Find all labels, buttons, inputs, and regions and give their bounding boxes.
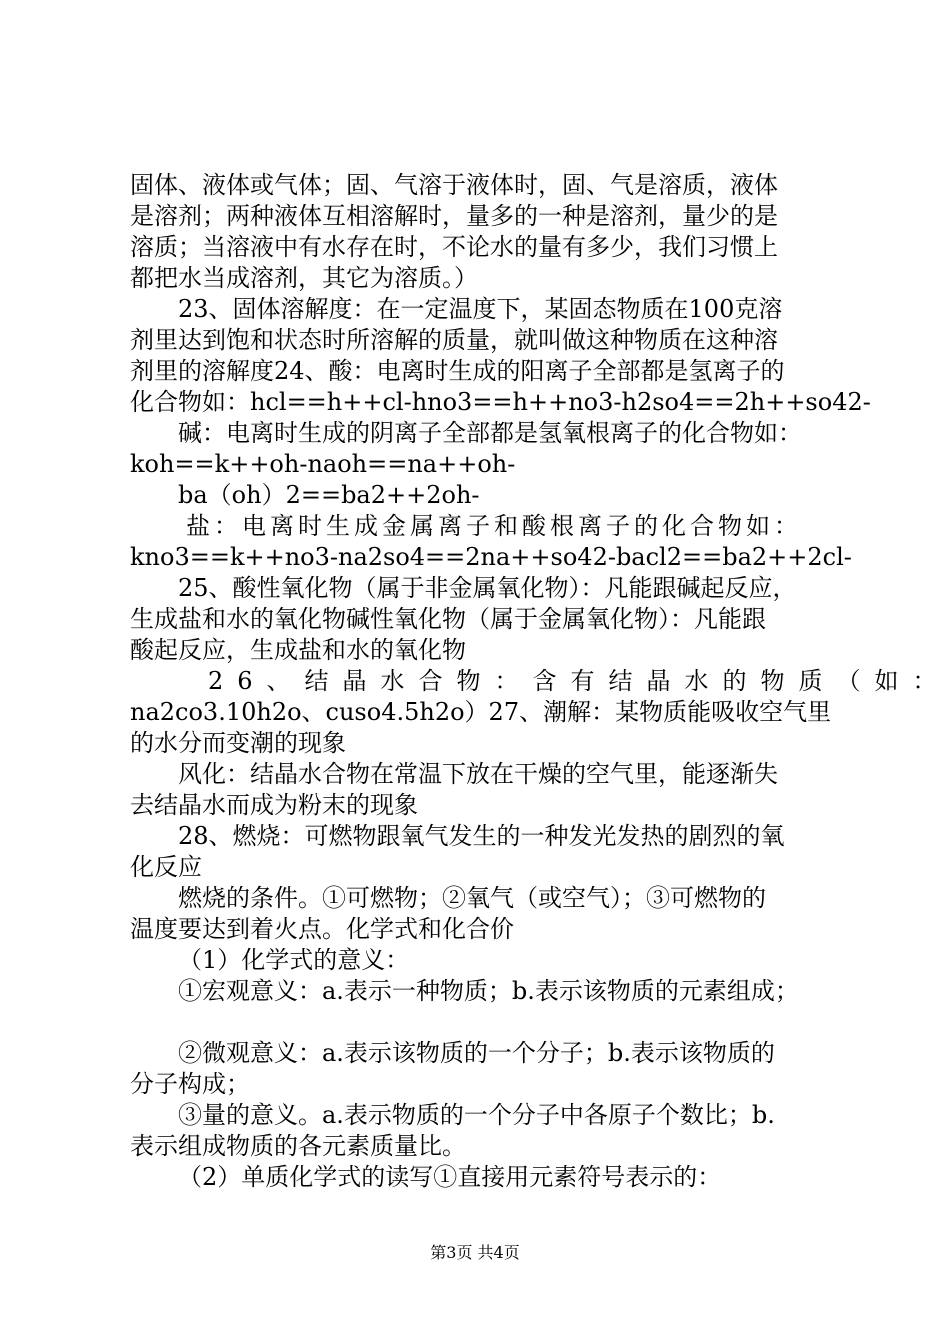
text-line: na2co3.10h2o、cuso4.5h2o）27、潮解：某物质能吸收空气里: [130, 698, 832, 726]
text-line: 生成盐和水的氧化物碱性氧化物（属于金属氧化物）：凡能跟: [130, 605, 766, 633]
text-line: 26、结晶水合物：含有结晶水的物质（如：: [208, 667, 951, 695]
text-line: 温度要达到着火点。化学式和化合价: [130, 915, 514, 943]
text-line: ①宏观意义：a.表示一种物质；b.表示该物质的元素组成；: [178, 977, 799, 1005]
text-line: 化合物如：hcl==h++cl-hno3==h++no3-h2so4==2h++so42-: [130, 388, 871, 416]
page-footer: 第3页 共4页: [430, 1243, 520, 1262]
text-line: ③量的意义。a.表示物质的一个分子中各原子个数比；b.: [178, 1101, 775, 1129]
text-line: 剂里的溶解度24、酸：电离时生成的阳离子全部都是氢离子的: [130, 357, 785, 385]
text-line: 燃烧的条件。①可燃物；②氧气（或空气）；③可燃物的: [178, 884, 766, 912]
document-body: [130, 170, 951, 1193]
text-line: ba（oh）2==ba2++2oh-: [178, 481, 480, 509]
text-line: 是溶剂；两种液体互相溶解时，量多的一种是溶剂，量少的是: [130, 202, 778, 230]
text-line: 风化：结晶水合物在常温下放在干燥的空气里，能逐渐失: [178, 760, 778, 788]
text-line: （2）单质化学式的读写①直接用元素符号表示的：: [178, 1163, 722, 1191]
blank-line: [130, 1007, 830, 1038]
text-line: kno3==k++no3-na2so4==2na++so42-bacl2==ba2++2cl-: [130, 543, 852, 571]
text-line: 剂里达到饱和状态时所溶解的质量，就叫做这种物质在这种溶: [130, 326, 778, 354]
text-line: 碱：电离时生成的阴离子全部都是氢氧根离子的化合物如：: [178, 419, 802, 447]
text-line: （1）化学式的意义：: [178, 946, 410, 974]
text-line: 28、燃烧：可燃物跟氧气发生的一种发光发热的剧烈的氧: [178, 822, 785, 850]
text-line: 溶质；当溶液中有水存在时，不论水的量有多少，我们习惯上: [130, 233, 778, 261]
text-line: 23、固体溶解度：在一定温度下，某固态物质在100克溶: [178, 295, 783, 323]
text-line: 化反应: [130, 853, 202, 881]
text-line: ②微观意义：a.表示该物质的一个分子；b.表示该物质的: [178, 1039, 775, 1067]
text-line: 酸起反应，生成盐和水的氧化物: [130, 636, 466, 664]
text-line: 分子构成；: [130, 1070, 250, 1098]
text-line: 的水分而变潮的现象: [130, 729, 346, 757]
text-line: 25、酸性氧化物（属于非金属氧化物）：凡能跟碱起反应，: [178, 574, 797, 602]
text-line: koh==k++oh-naoh==na++oh-: [130, 450, 516, 478]
text-line: 盐：电离时生成金属离子和酸根离子的化合物如：: [186, 512, 802, 540]
text-line: 都把水当成溶剂，其它为溶质。）: [130, 264, 478, 292]
text-line: 去结晶水而成为粉末的现象: [130, 791, 418, 819]
text-line: 表示组成物质的各元素质量比。: [130, 1132, 466, 1160]
text-line: 固体、液体或气体；固、气溶于液体时，固、气是溶质，液体: [130, 171, 778, 199]
